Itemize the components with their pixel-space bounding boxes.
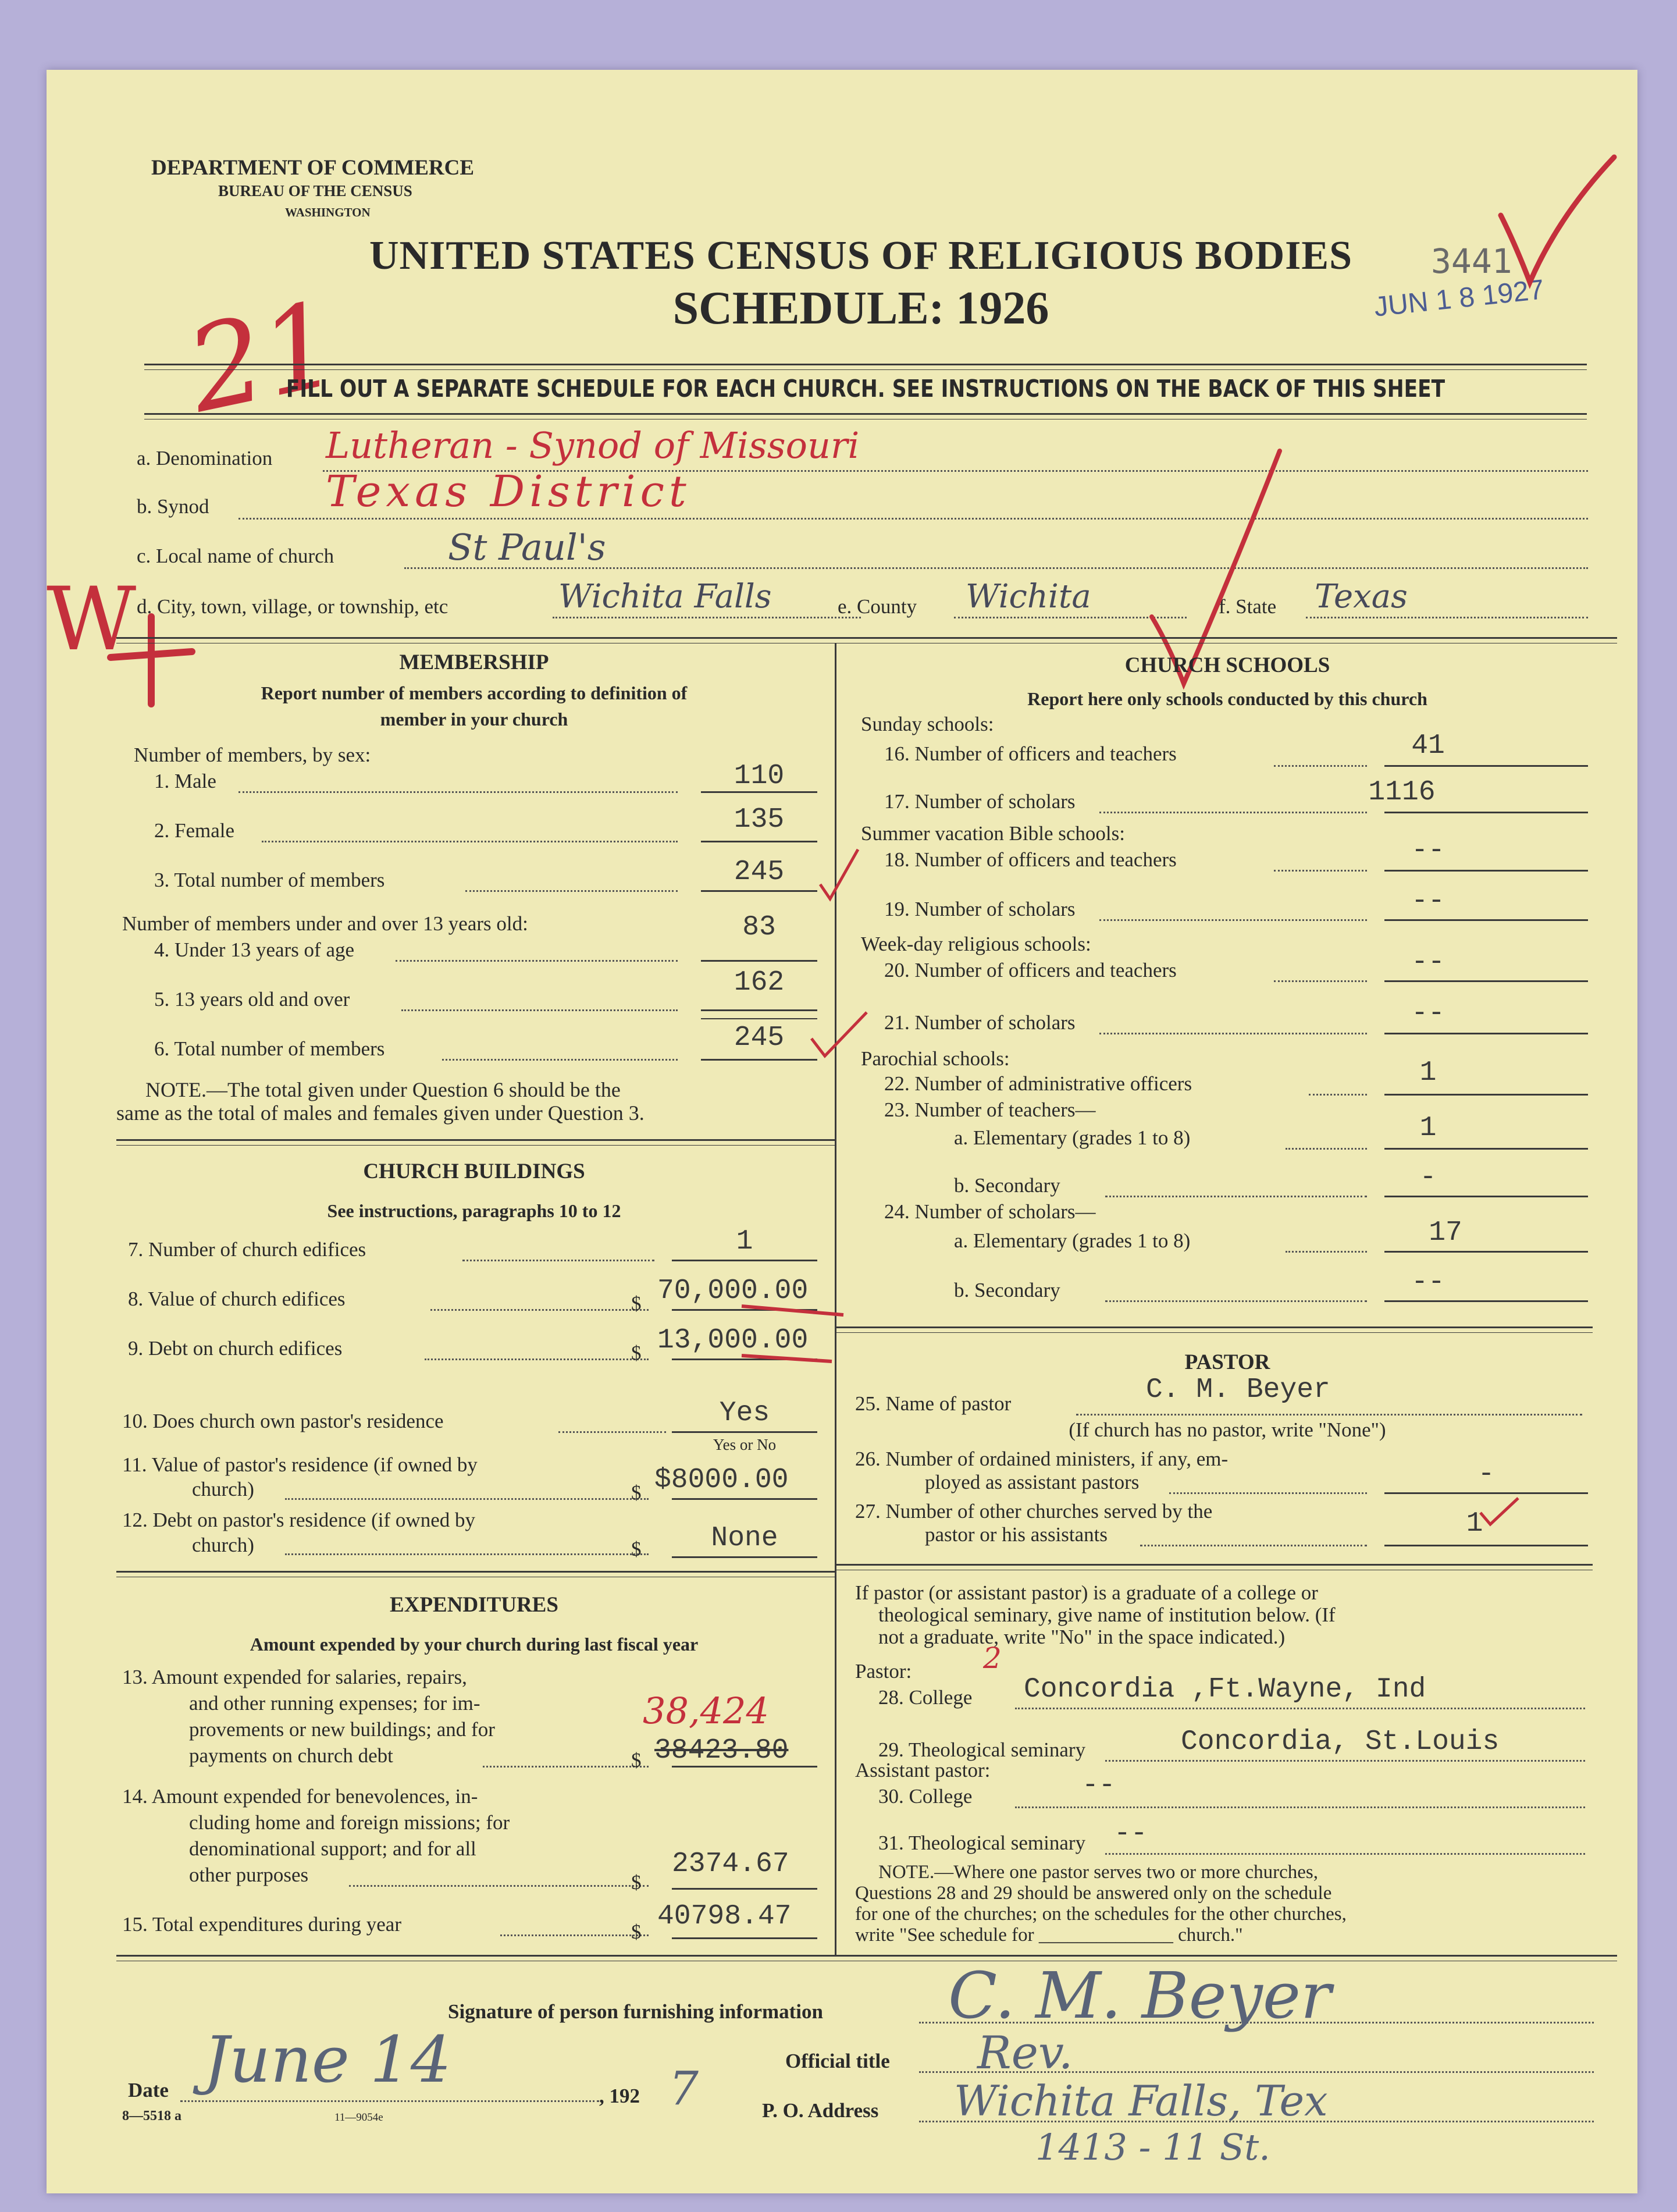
schools-intro: Report here only schools conducted by this church: [1027, 688, 1427, 709]
graduate-note-3: not a graduate, write "No" in the space indicated.): [878, 1626, 1286, 1648]
q11-label-cont: church): [192, 1478, 254, 1500]
q23a-value: 1: [1419, 1112, 1437, 1144]
po-address-label: P. O. Address: [762, 2099, 879, 2122]
q14-label: 14. Amount expended for benevolences, in-: [122, 1785, 478, 1808]
local-name-label: c. Local name of church: [137, 545, 334, 567]
graduate-note-2: theological seminary, give name of institution below. (If: [878, 1603, 1336, 1626]
q7-value: 1: [736, 1226, 753, 1257]
q12-label-cont: church): [192, 1534, 254, 1556]
q8-dollar: $: [631, 1292, 642, 1315]
q13-label-4: payments on church debt: [189, 1744, 393, 1767]
q3-value: 245: [734, 856, 785, 888]
q2-value: 135: [734, 804, 785, 835]
q4-value: 83: [742, 912, 776, 943]
q11-dollar: $: [631, 1481, 642, 1504]
q14-dollar: $: [631, 1871, 642, 1894]
q16-label: 16. Number of officers and teachers: [884, 742, 1177, 765]
q26-label-cont: ployed as assistant pastors: [925, 1471, 1140, 1493]
q9-label: 9. Debt on church edifices: [128, 1337, 343, 1360]
denomination-value: Lutheran - Synod of Missouri: [326, 424, 860, 467]
q26-value: -: [1477, 1459, 1495, 1490]
q13-correction: 38,424: [643, 1690, 769, 1732]
q25-value: C. M. Beyer: [1146, 1374, 1330, 1406]
members-by-age-label: Number of members under and over 13 years old:: [122, 912, 528, 935]
q5-label: 5. 13 years old and over: [154, 988, 350, 1011]
q27-label: 27. Number of other churches served by the: [855, 1500, 1213, 1523]
q12-value: None: [711, 1523, 778, 1554]
q11-label: 11. Value of pastor's residence (if owned by: [122, 1453, 478, 1476]
signature-value: C. M. Beyer: [948, 1958, 1331, 2033]
stamp-number: 3441: [1431, 241, 1512, 281]
q9-dollar: $: [631, 1342, 642, 1364]
q27-label-cont: pastor or his assistants: [925, 1523, 1108, 1546]
membership-note-2: same as the total of males and females given under Question 3.: [116, 1101, 645, 1125]
q8-value: 70,000.00: [657, 1275, 809, 1307]
q24-label: 24. Number of scholars—: [884, 1200, 1096, 1223]
q14-value: 2374.67: [672, 1848, 789, 1880]
po-address-street: 1413 - 11 St.: [1035, 2126, 1270, 2168]
q25-hint: (If church has no pastor, write "None"): [1069, 1418, 1386, 1441]
graduate-note-1: If pastor (or assistant pastor) is a graduate of a college or: [855, 1581, 1318, 1604]
sunday-schools-label: Sunday schools:: [861, 713, 994, 735]
tick-q6-icon: [809, 1007, 873, 1065]
q10-label: 10. Does church own pastor's residence: [122, 1410, 444, 1432]
q23b-label: b. Secondary: [954, 1174, 1060, 1197]
pastor-note-2: Questions 28 and 29 should be answered only on the schedule: [855, 1883, 1332, 1904]
assistant-pastor-subheading: Assistant pastor:: [855, 1759, 991, 1781]
parochial-schools-label: Parochial schools:: [861, 1047, 1010, 1070]
q30-label: 30. College: [878, 1785, 973, 1808]
q3-label: 3. Total number of members: [154, 869, 385, 891]
q21-label: 21. Number of scholars: [884, 1011, 1076, 1034]
q29-label: 29. Theological seminary: [878, 1738, 1086, 1761]
pastor-title: PASTOR: [1184, 1350, 1270, 1374]
annotation-number: 2: [983, 1641, 1002, 1675]
q24b-label: b. Secondary: [954, 1279, 1060, 1301]
date-value: June 14: [204, 2022, 451, 2097]
membership-intro-2: member in your church: [380, 709, 568, 730]
tick-q3-icon: [817, 844, 864, 908]
county-value: Wichita: [966, 578, 1091, 616]
q24a-label: a. Elementary (grades 1 to 8): [954, 1229, 1191, 1252]
q10-hint: Yes or No: [713, 1436, 777, 1453]
q19-label: 19. Number of scholars: [884, 898, 1076, 920]
buildings-intro: See instructions, paragraphs 10 to 12: [327, 1200, 621, 1221]
county-label: e. County: [838, 595, 917, 618]
q15-value: 40798.47: [657, 1901, 792, 1932]
q9-value: 13,000.00: [657, 1325, 809, 1356]
form-number: 8—5518 a: [122, 2108, 181, 2124]
q20-value: --: [1411, 947, 1445, 978]
membership-note-1: NOTE.—The total given under Question 6 should be the: [145, 1078, 621, 1101]
denomination-label: a. Denomination: [137, 447, 273, 470]
date-label: Date: [128, 2079, 169, 2101]
census-form: [47, 70, 1637, 2193]
pastor-subheading: Pastor:: [855, 1660, 912, 1683]
q31-value: --: [1114, 1818, 1148, 1850]
department-label: DEPARTMENT OF COMMERCE: [151, 156, 475, 180]
q26-label: 26. Number of ordained ministers, if any, em-: [855, 1448, 1229, 1470]
state-label: f. State: [1219, 595, 1277, 618]
general-instruction: FILL OUT A SEPARATE SCHEDULE FOR EACH CHURCH. SEE INSTRUCTIONS ON THE BACK OF THIS SHEET: [286, 375, 1445, 403]
summer-schools-label: Summer vacation Bible schools:: [861, 822, 1125, 845]
signature-label: Signature of person furnishing information: [448, 2000, 823, 2023]
year-handwritten: 7: [669, 2061, 699, 2115]
pastor-note-3: for one of the churches; on the schedules for the other churches,: [855, 1904, 1347, 1925]
year-prefix: , 192: [599, 2085, 640, 2107]
q2-label: 2. Female: [154, 819, 235, 842]
q5-value: 162: [734, 967, 785, 998]
q14-label-4: other purposes: [189, 1864, 309, 1886]
q29-value: Concordia, St.Louis: [1181, 1726, 1500, 1758]
q13-label-2: and other running expenses; for im-: [189, 1692, 480, 1715]
q6-label: 6. Total number of members: [154, 1037, 385, 1060]
pastor-note-4: write "See schedule for ______________ church.": [855, 1925, 1243, 1946]
expenditures-title: EXPENDITURES: [390, 1593, 558, 1617]
q27-value: 1: [1466, 1508, 1483, 1539]
q12-label: 12. Debt on pastor's residence (if owned by: [122, 1509, 475, 1531]
city-label: d. City, town, village, or township, etc: [137, 595, 448, 618]
q24a-value: 17: [1429, 1217, 1462, 1249]
print-number: 11—9054e: [334, 2111, 383, 2124]
q24b-value: --: [1411, 1267, 1445, 1298]
q7-label: 7. Number of church edifices: [128, 1238, 366, 1261]
city-value: Wichita Falls: [558, 578, 772, 616]
q12-dollar: $: [631, 1538, 642, 1560]
q16-value: 41: [1411, 730, 1445, 762]
synod-value: Texas District: [326, 467, 691, 517]
cents-strike-icon: [733, 1289, 849, 1370]
q1-label: 1. Male: [154, 770, 216, 792]
q23a-label: a. Elementary (grades 1 to 8): [954, 1126, 1191, 1149]
q14-label-3: denominational support; and for all: [189, 1837, 476, 1860]
q4-label: 4. Under 13 years of age: [154, 938, 355, 961]
membership-title: MEMBERSHIP: [399, 650, 549, 674]
q17-label: 17. Number of scholars: [884, 790, 1076, 813]
q17-value: 1116: [1368, 777, 1436, 808]
official-title-label: Official title: [785, 2050, 890, 2072]
q22-label: 22. Number of administrative officers: [884, 1072, 1192, 1095]
schools-title: CHURCH SCHOOLS: [1124, 653, 1330, 677]
membership-intro-1: Report number of members according to definition of: [261, 682, 688, 703]
q22-value: 1: [1419, 1057, 1437, 1089]
q30-value: --: [1082, 1770, 1116, 1801]
q8-label: 8. Value of church edifices: [128, 1288, 346, 1310]
q10-value: Yes: [719, 1397, 770, 1429]
annotation-mark: W: [47, 569, 137, 670]
q21-value: --: [1411, 998, 1445, 1029]
form-title: UNITED STATES CENSUS OF RELIGIOUS BODIES: [369, 233, 1353, 278]
q15-label: 15. Total expenditures during year: [122, 1913, 401, 1936]
bureau-label: BUREAU OF THE CENSUS: [218, 182, 412, 200]
q15-dollar: $: [631, 1921, 642, 1943]
buildings-title: CHURCH BUILDINGS: [363, 1160, 585, 1183]
received-stamp: JUN 1 8 1927: [1372, 274, 1546, 323]
q13-label-3: provements or new buildings; and for: [189, 1718, 495, 1741]
q13-dollar: $: [631, 1749, 642, 1772]
synod-label: b. Synod: [137, 495, 209, 518]
q28-value: Concordia ,Ft.Wayne, Ind: [1024, 1674, 1426, 1705]
local-name-value: St Paul's: [448, 526, 606, 568]
q25-label: 25. Name of pastor: [855, 1392, 1012, 1415]
q18-value: --: [1411, 835, 1445, 866]
q14-label-2: cluding home and foreign missions; for: [189, 1811, 510, 1834]
weekday-schools-label: Week-day religious schools:: [861, 933, 1091, 955]
q28-label: 28. College: [878, 1686, 973, 1709]
official-title-value: Rev.: [977, 2027, 1073, 2079]
po-address-value: Wichita Falls, Tex: [954, 2076, 1328, 2125]
q13-value: 38423.80: [654, 1735, 789, 1766]
pastor-note-1: NOTE.—Where one pastor serves two or more churches,: [878, 1862, 1318, 1883]
expenditures-intro: Amount expended by your church during last fiscal year: [250, 1634, 699, 1655]
q6-value: 245: [734, 1022, 785, 1054]
check-mark-icon: [1489, 145, 1623, 297]
q31-label: 31. Theological seminary: [878, 1832, 1086, 1854]
q23b-value: -: [1419, 1162, 1437, 1193]
schedule-year: SCHEDULE: 1926: [672, 283, 1049, 334]
members-by-sex-label: Number of members, by sex:: [134, 744, 371, 766]
city-label: WASHINGTON: [285, 205, 371, 219]
q23-label: 23. Number of teachers—: [884, 1098, 1096, 1121]
q18-label: 18. Number of officers and teachers: [884, 848, 1177, 871]
state-value: Texas: [1315, 578, 1408, 616]
tick-q27-icon: [1477, 1495, 1524, 1536]
q1-value: 110: [734, 760, 785, 792]
q19-value: --: [1411, 885, 1445, 917]
q13-label: 13. Amount expended for salaries, repairs,: [122, 1666, 467, 1688]
q11-value: $8000.00: [654, 1464, 789, 1496]
annotation-code: 21: [176, 276, 350, 439]
q20-label: 20. Number of officers and teachers: [884, 959, 1177, 981]
